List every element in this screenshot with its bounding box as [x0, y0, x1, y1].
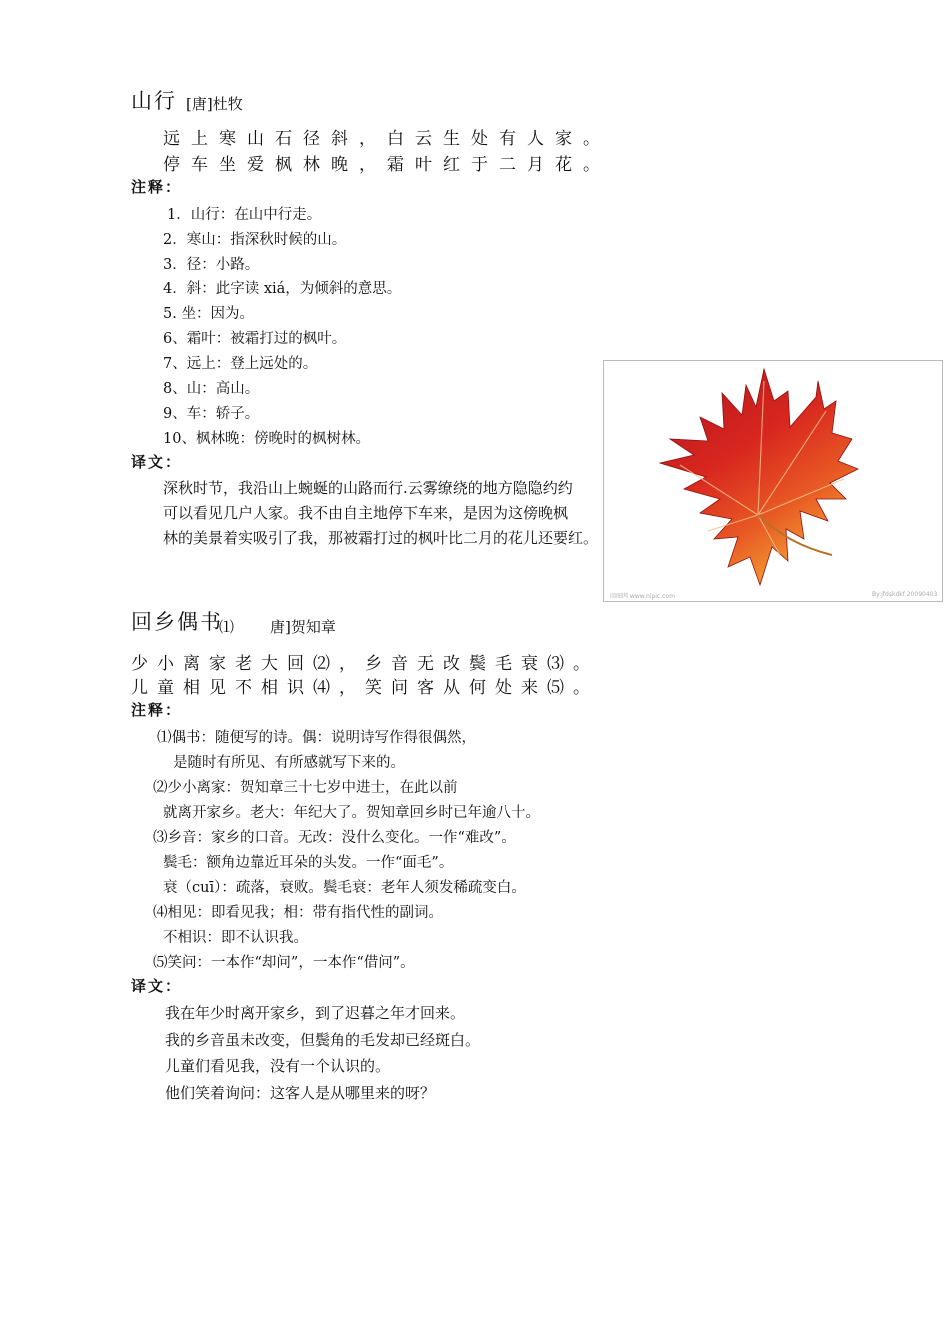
poem2-author: 唐]贺知章 [270, 618, 336, 636]
poem2-note: 衰（cuī）：疏落，衰败。鬓毛衰：老年人须发稀疏变白。 [163, 880, 526, 896]
poem2-note: ⑶乡音：家乡的口音。无改：没什么变化。一作“难改”。 [153, 830, 516, 846]
poem1-note: 7、远上：登上远处的。 [163, 356, 318, 372]
poem2-note: 鬓毛：额角边靠近耳朵的头发。一作“面毛”。 [163, 855, 454, 871]
poem2-note: ⑷相见：即看见我；相：带有指代性的副词。 [153, 905, 443, 921]
poem2-line: 少小离家老大回⑵，乡音无改鬓毛衰⑶。 [131, 654, 599, 674]
poem1-author: [唐]杜牧 [186, 95, 243, 113]
poem2-note: 就离开家乡。老大：年纪大了。贺知章回乡时已年逾八十。 [163, 805, 540, 821]
poem1-line: 停车坐爱枫林晚，霜叶红于二月花。 [163, 155, 611, 175]
poem2-note: ⑴偶书：随便写的诗。偶：说明诗写作得很偶然， [157, 730, 476, 746]
poem1-note: 3．径：小路。 [163, 257, 260, 273]
poem2-note: 是随时有所见、有所感就写下来的。 [173, 755, 405, 771]
poem1-note: 10、枫林晚：傍晚时的枫树林。 [163, 431, 370, 447]
poem2-note: ⑸笑问：一本作“却问”，一本作“借问”。 [153, 955, 415, 971]
poem2-note: 不相识：即不认识我。 [163, 930, 308, 946]
poem2-translation-line: 儿童们看见我，没有一个认识的。 [165, 1057, 391, 1075]
watermark-right: By:jfdskdkf 20090403 [872, 591, 938, 598]
poem1-note: 5. 坐：因为。 [163, 306, 254, 322]
poem2-translation-line: 我的乡音虽未改变，但鬓角的毛发却已经斑白。 [165, 1031, 481, 1049]
poem1-notes-heading: 注释： [131, 178, 183, 196]
poem1-note: 9、车：轿子。 [163, 406, 260, 422]
poem2-translation-line: 我在年少时离开家乡，到了迟暮之年才回来。 [165, 1004, 466, 1022]
poem2-title-note: ⑴ [219, 618, 235, 636]
watermark-left: 回图网 www.nipic.com [610, 593, 675, 600]
poem1-note: 2．寒山：指深秋时候的山。 [163, 232, 347, 248]
poem1-note: 1．山行：在山中行走。 [167, 207, 322, 223]
poem2-title: 回乡偶书 [131, 610, 223, 634]
poem1-translation-line: 可以看见几户人家。我不由自主地停下车来，是因为这傍晚枫 [163, 504, 569, 522]
poem1-translation-line: 林的美景着实吸引了我，那被霜打过的枫叶比二月的花儿还要红。 [163, 529, 599, 547]
maple-leaf-image [603, 360, 943, 602]
poem2-notes-heading: 注释： [131, 701, 183, 719]
poem2-line: 儿童相见不相识⑷，笑问客从何处来⑸。 [131, 678, 599, 698]
poem2-note: ⑵少小离家：贺知章三十七岁中进士，在此以前 [153, 780, 458, 796]
poem2-translation-line: 他们笑着询问：这客人是从哪里来的呀？ [165, 1084, 436, 1102]
maple-leaf-icon [604, 361, 942, 601]
poem1-line: 远上寒山石径斜，白云生处有人家。 [163, 129, 611, 149]
poem1-title: 山行 [131, 89, 177, 113]
poem1-note: 4．斜：此字读 xiá，为倾斜的意思。 [163, 281, 402, 297]
poem1-note: 8、山：高山。 [163, 381, 260, 397]
poem1-translation-line: 深秋时节，我沿山上蜿蜒的山路而行.云雾缭绕的地方隐隐约约 [163, 479, 573, 497]
poem1-translation-heading: 译文： [131, 453, 183, 471]
poem2-translation-heading: 译文： [131, 977, 183, 995]
poem1-note: 6、霜叶：被霜打过的枫叶。 [163, 331, 347, 347]
